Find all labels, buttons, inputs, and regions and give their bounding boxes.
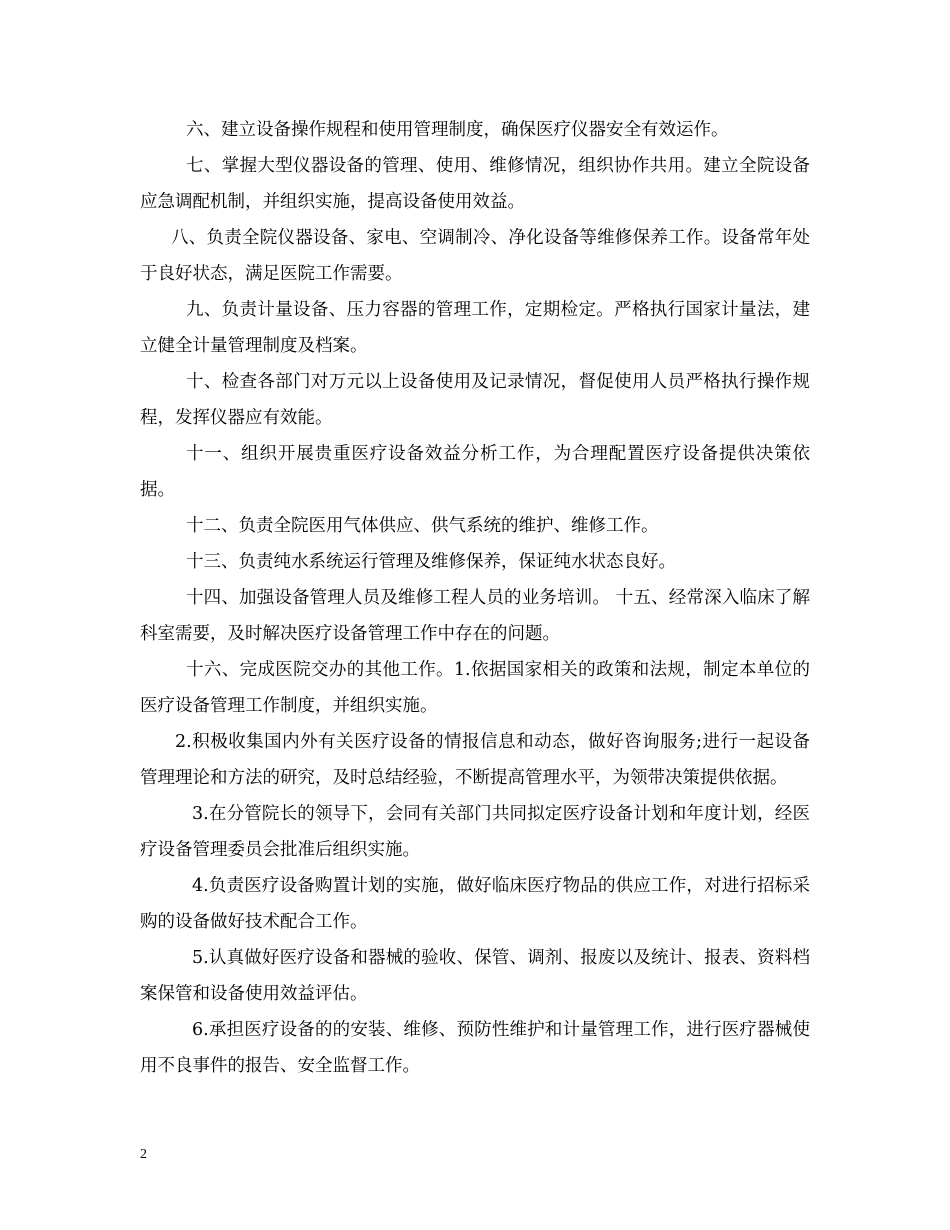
paragraph-10: 十、检查各部门对万元以上设备使用及记录情况，督促使用人员严格执行操作规程，发挥仪器应有效能。: [140, 372, 810, 428]
paragraph-item-2: 2.积极收集国内外有关医疗设备的情报信息和动态，做好咨询服务;进行一起设备管理理论和方法的研究，及时总结经验，不断提高管理水平，为领带决策提供依据。: [140, 732, 810, 788]
paragraph-9: 九、负责计量设备、压力容器的管理工作，定期检定。严格执行国家计量法，建立健全计量管理制度及档案。: [140, 300, 810, 356]
paragraph-16: 十六、完成医院交办的其他工作。1.依据国家相关的政策和法规，制定本单位的医疗设备管理工作制度，并组织实施。: [140, 660, 810, 716]
paragraph-8: 八、负责全院仪器设备、家电、空调制冷、净化设备等维修保养工作。设备常年处于良好状态，满足医院工作需要。: [140, 228, 810, 284]
paragraph-11: 十一、组织开展贵重医疗设备效益分析工作，为合理配置医疗设备提供决策依据。: [140, 444, 810, 500]
paragraph-item-6: 6.承担医疗设备的的安装、维修、预防性维护和计量管理工作，进行医疗器械使用不良事件的报告、安全监督工作。: [140, 1020, 810, 1076]
paragraph-13: 十三、负责纯水系统运行管理及维修保养，保证纯水状态良好。: [186, 552, 676, 572]
paragraph-12: 十二、负责全院医用气体供应、供气系统的维护、维修工作。: [186, 516, 659, 536]
page-number: 2: [140, 1147, 147, 1162]
paragraph-6: 六、建立设备操作规程和使用管理制度，确保医疗仪器安全有效运作。: [186, 120, 729, 140]
paragraph-14-15: 十四、加强设备管理人员及维修工程人员的业务培训。 十五、经常深入临床了解科室需要，及时解决医疗设备管理工作中存在的问题。: [140, 588, 810, 644]
paragraph-7: 七、掌握大型仪器设备的管理、使用、维修情况，组织协作共用。建立全院设备应急调配机制，并组织实施，提高设备使用效益。: [140, 156, 810, 212]
paragraph-item-5: 5.认真做好医疗设备和器械的验收、保管、调剂、报废以及统计、报表、资料档案保管和设备使用效益评估。: [140, 948, 810, 1004]
paragraph-item-3: 3.在分管院长的领导下，会同有关部门共同拟定医疗设备计划和年度计划，经医疗设备管理委员会批准后组织实施。: [140, 804, 810, 860]
document-body: [140, 112, 810, 1084]
paragraph-item-4: 4.负责医疗设备购置计划的实施，做好临床医疗物品的供应工作，对进行招标采购的设备做好技术配合工作。: [140, 876, 810, 932]
